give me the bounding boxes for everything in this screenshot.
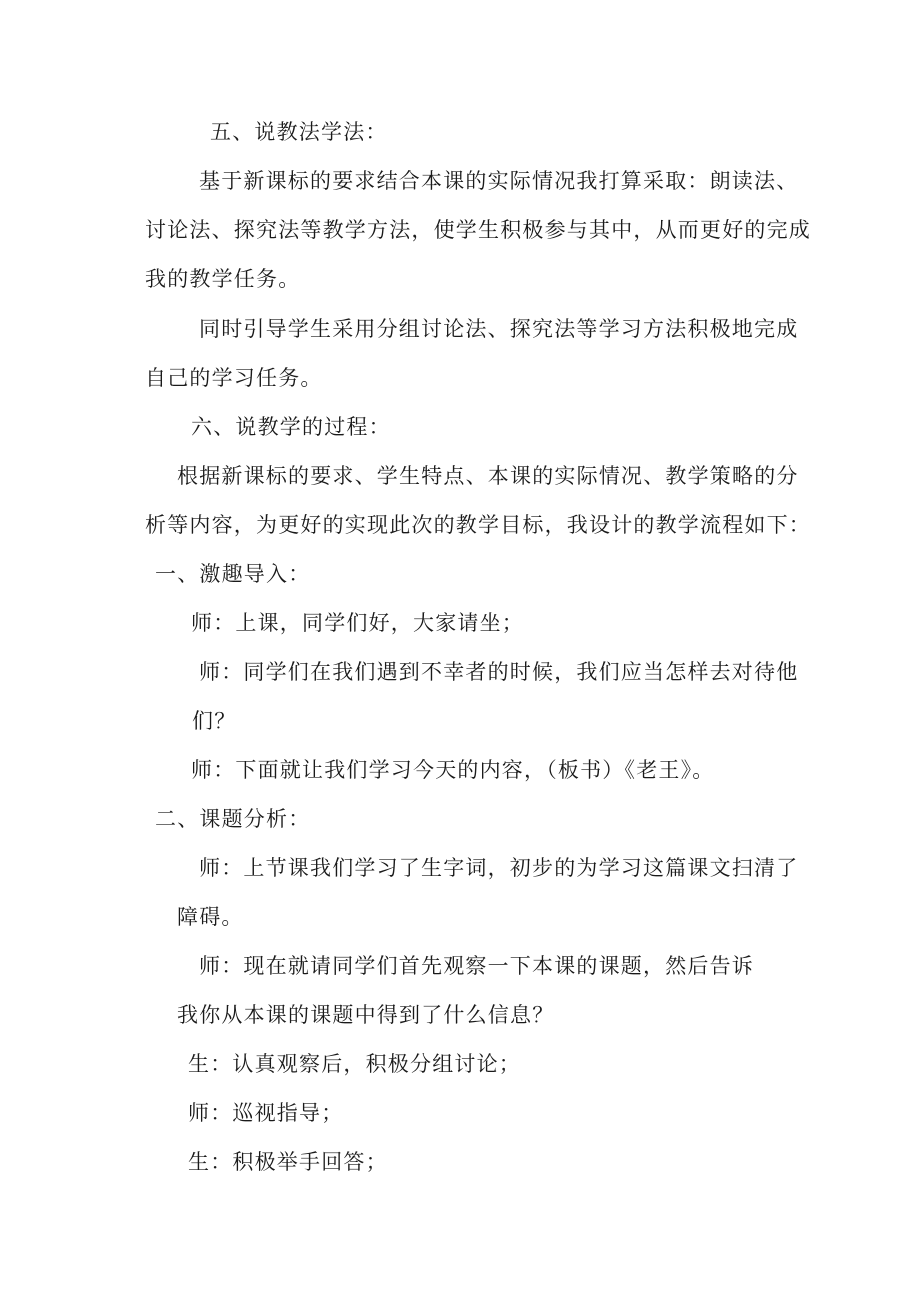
dialogue-line: 师：巡视指导； [188,1101,344,1125]
dialogue-line: 师：现在就请同学们首先观察一下本课的课题，然后告诉 [199,954,754,978]
section-five-heading: 五、说教法学法： [210,120,388,144]
dialogue-line: 我你从本课的课题中得到了什么信息？ [177,1003,555,1027]
dialogue-line: 师：下面就让我们学习今天的内容，（板书）《老王》。 [191,758,715,782]
section-six-heading: 六、说教学的过程： [191,415,391,439]
paragraph-line: 基于新课标的要求结合本课的实际情况我打算采取：朗读法、 [199,169,799,193]
dialogue-line: 师：上节课我们学习了生字词，初步的为学习这篇课文扫清了 [199,856,799,880]
dialogue-line: 生：积极举手回答； [188,1150,388,1174]
dialogue-line: 师：上课，同学们好，大家请坐； [191,611,524,635]
paragraph-line: 析等内容，为更好的实现此次的教学目标，我设计的教学流程如下： [145,513,811,537]
paragraph-line: 自己的学习任务。 [145,366,323,390]
dialogue-line: 生：认真观察后，积极分组讨论； [188,1052,521,1076]
subsection-heading: 一、激趣导入： [155,562,311,586]
dialogue-line: 师：同学们在我们遇到不幸者的时候，我们应当怎样去对待他 [199,660,799,684]
paragraph-line: 根据新课标的要求、学生特点、本课的实际情况、教学策略的分 [177,464,799,488]
subsection-heading: 二、课题分析： [155,807,311,831]
dialogue-line: 障碍。 [177,905,244,929]
dialogue-line: 们？ [192,709,237,733]
paragraph-line: 同时引导学生采用分组讨论法、探究法等学习方法积极地完成 [199,317,799,341]
paragraph-line: 讨论法、探究法等教学方法，使学生积极参与其中，从而更好的完成 [145,218,811,242]
paragraph-line: 我的教学任务。 [145,267,301,291]
